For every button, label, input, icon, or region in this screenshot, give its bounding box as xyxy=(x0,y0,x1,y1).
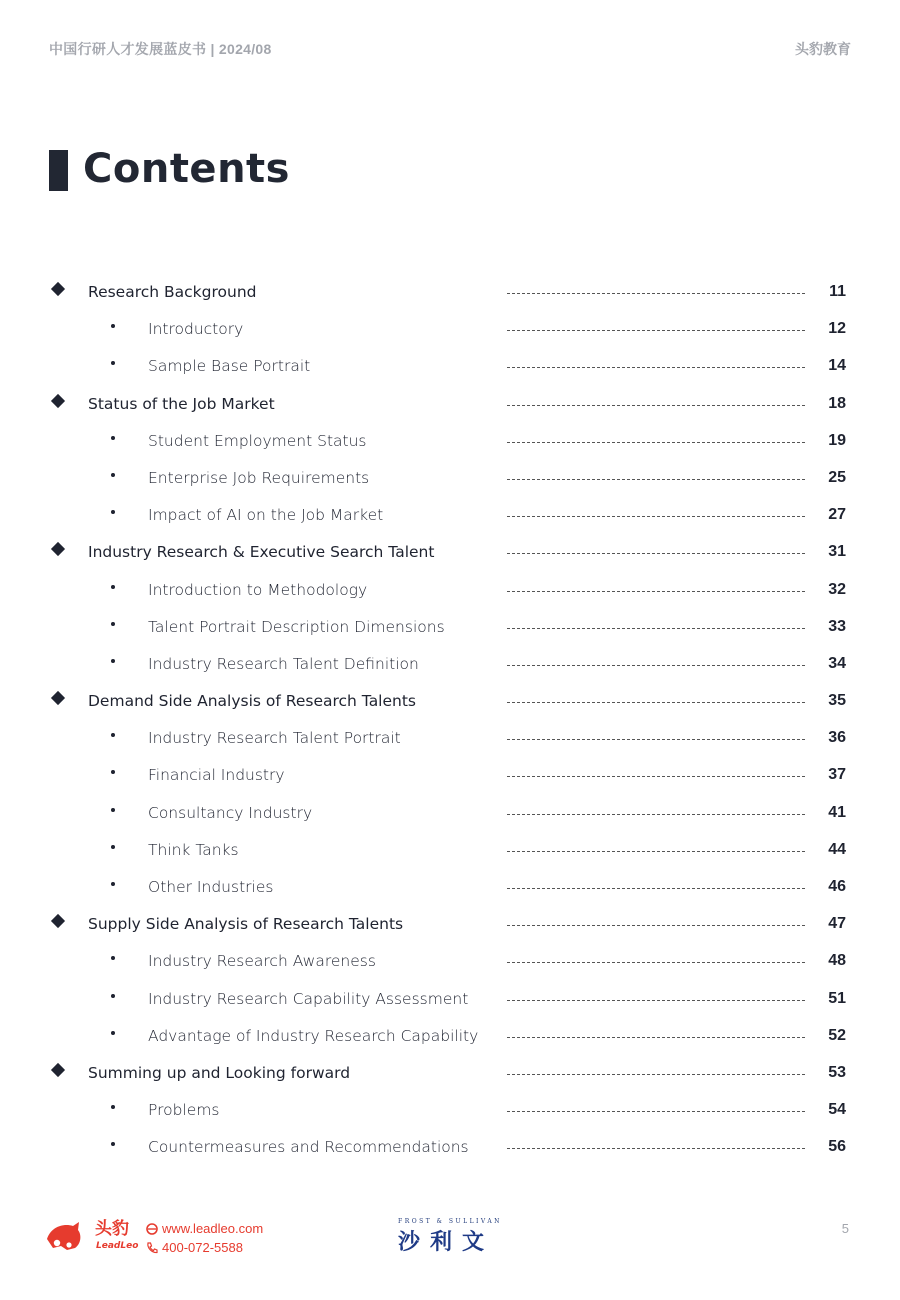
toc-leader-dashes xyxy=(507,1000,805,1001)
dot-bullet-icon xyxy=(111,1031,115,1035)
toc-section-row[interactable] xyxy=(0,905,900,942)
report-title-header: 中国行研人才发展蓝皮书 | 2024/08 xyxy=(49,41,272,57)
toc-subsection-row[interactable] xyxy=(0,831,900,868)
dot-bullet-icon xyxy=(111,473,115,477)
toc-subsection-row[interactable] xyxy=(0,719,900,756)
dot-bullet-icon xyxy=(111,324,115,328)
toc-page-number: 54 xyxy=(828,1101,846,1119)
toc-leader-dashes xyxy=(507,1111,805,1112)
toc-page-number: 19 xyxy=(828,431,846,449)
toc-page-number: 12 xyxy=(828,320,846,338)
diamond-bullet-icon xyxy=(51,691,65,705)
phone-icon xyxy=(146,1242,158,1254)
toc-page-number: 31 xyxy=(828,543,846,561)
toc-leader-dashes xyxy=(507,330,805,331)
title-accent-bar xyxy=(49,150,68,191)
toc-entry-label: Impact of AI on the Job Market xyxy=(148,506,384,525)
toc-leader-dashes xyxy=(507,925,805,926)
dot-bullet-icon xyxy=(111,585,115,589)
toc-leader-dashes xyxy=(507,516,805,517)
brand-en: LeadLeo xyxy=(96,1241,139,1251)
toc-leader-dashes xyxy=(507,367,805,368)
diamond-bullet-icon xyxy=(51,542,65,556)
toc-leader-dashes xyxy=(507,293,805,294)
page-number: 5 xyxy=(841,1221,849,1236)
toc-entry-label: Summing up and Looking forward xyxy=(88,1063,351,1082)
frost-sullivan-logo xyxy=(388,1218,512,1255)
toc-section-row[interactable] xyxy=(0,273,900,310)
toc-section-row[interactable] xyxy=(0,682,900,719)
publisher-header: 头豹教育 xyxy=(795,41,851,57)
toc-subsection-row[interactable] xyxy=(0,1091,900,1128)
toc-entry-label: Industry Research Capability Assessment xyxy=(148,989,469,1008)
toc-entry-label: Enterprise Job Requirements xyxy=(148,468,370,487)
toc-page-number: 48 xyxy=(828,952,846,970)
toc-page-number: 56 xyxy=(828,1138,846,1156)
toc-subsection-row[interactable] xyxy=(0,868,900,905)
toc-page-number: 11 xyxy=(829,283,846,300)
toc-subsection-row[interactable] xyxy=(0,1128,900,1165)
dot-bullet-icon xyxy=(111,622,115,626)
dot-bullet-icon xyxy=(111,1142,115,1146)
diamond-bullet-icon xyxy=(51,1063,65,1077)
toc-leader-dashes xyxy=(507,1037,805,1038)
toc-section-row[interactable] xyxy=(0,385,900,422)
toc-subsection-row[interactable] xyxy=(0,794,900,831)
toc-subsection-row[interactable] xyxy=(0,980,900,1017)
toc-page-number: 44 xyxy=(828,840,846,858)
toc-leader-dashes xyxy=(507,962,805,963)
toc-leader-dashes xyxy=(507,628,805,629)
toc-subsection-row[interactable] xyxy=(0,571,900,608)
dot-bullet-icon xyxy=(111,361,115,365)
dot-bullet-icon xyxy=(111,994,115,998)
toc-leader-dashes xyxy=(507,851,805,852)
toc-page-number: 46 xyxy=(828,878,846,895)
dot-bullet-icon xyxy=(111,956,115,960)
dot-bullet-icon xyxy=(111,808,115,812)
diamond-bullet-icon xyxy=(51,914,65,928)
toc-entry-label: Introduction to Methodology xyxy=(148,580,368,599)
page-title: Contents xyxy=(83,146,290,192)
toc-leader-dashes xyxy=(507,591,805,592)
contact-info xyxy=(146,1219,263,1257)
toc-page-number: 47 xyxy=(828,915,846,933)
toc-leader-dashes xyxy=(507,553,805,554)
toc-entry-label: Countermeasures and Recommendations xyxy=(148,1138,469,1157)
toc-page-number: 33 xyxy=(828,617,846,635)
toc-page-number: 14 xyxy=(828,357,846,375)
toc-page-number: 41 xyxy=(828,803,846,821)
toc-leader-dashes xyxy=(507,479,805,480)
toc-entry-label: Demand Side Analysis of Research Talents xyxy=(88,692,417,711)
toc-entry-label: Status of the Job Market xyxy=(88,394,275,413)
dot-bullet-icon xyxy=(111,733,115,737)
toc-subsection-row[interactable] xyxy=(0,942,900,979)
toc-page-number: 25 xyxy=(828,468,846,486)
toc-leader-dashes xyxy=(507,888,805,889)
dot-bullet-icon xyxy=(111,659,115,663)
toc-leader-dashes xyxy=(507,776,805,777)
leadleo-logo xyxy=(45,1217,145,1257)
toc-page-number: 53 xyxy=(828,1063,846,1081)
toc-subsection-row[interactable] xyxy=(0,756,900,793)
toc-entry-label: Think Tanks xyxy=(148,840,239,859)
toc-subsection-row[interactable] xyxy=(0,347,900,384)
toc-entry-label: Industry Research Talent Definition xyxy=(148,654,419,673)
toc-entry-label: Introductory xyxy=(148,320,244,339)
toc-leader-dashes xyxy=(507,1074,805,1075)
toc-page-number: 32 xyxy=(828,580,846,598)
toc-entry-label: Advantage of Industry Research Capability xyxy=(148,1026,479,1045)
toc-subsection-row[interactable] xyxy=(0,310,900,347)
diamond-bullet-icon xyxy=(51,393,65,407)
toc-page-number: 27 xyxy=(828,506,846,524)
phone-number: 400-072-5588 xyxy=(162,1240,243,1255)
toc-page-number: 18 xyxy=(828,394,846,412)
toc-leader-dashes xyxy=(507,665,805,666)
toc-leader-dashes xyxy=(507,405,805,406)
toc-entry-label: Industry Research Talent Portrait xyxy=(148,729,401,748)
toc-entry-label: Supply Side Analysis of Research Talents xyxy=(88,915,404,934)
toc-page-number: 51 xyxy=(828,989,846,1007)
toc-entry-label: Talent Portrait Description Dimensions xyxy=(148,617,445,636)
toc-entry-label: Problems xyxy=(148,1101,220,1120)
dot-bullet-icon xyxy=(111,882,115,886)
dot-bullet-icon xyxy=(111,845,115,849)
toc-page-number: 35 xyxy=(828,692,846,710)
web-icon xyxy=(146,1223,158,1235)
brand-cn: 头豹 xyxy=(95,1219,129,1239)
toc-entry-label: Consultancy Industry xyxy=(148,803,313,822)
partner-name-cn: 沙利文 xyxy=(398,1230,495,1255)
partner-name-en: FROST & SULLIVAN xyxy=(398,1218,502,1225)
table-of-contents xyxy=(0,273,900,1166)
toc-subsection-row[interactable] xyxy=(0,422,900,459)
dot-bullet-icon xyxy=(111,770,115,774)
toc-section-row[interactable] xyxy=(0,533,900,570)
toc-leader-dashes xyxy=(507,739,805,740)
toc-page-number: 34 xyxy=(828,654,846,672)
toc-subsection-row[interactable] xyxy=(0,645,900,682)
website-link[interactable]: www.leadleo.com xyxy=(162,1221,264,1236)
toc-subsection-row[interactable] xyxy=(0,608,900,645)
toc-entry-label: Student Employment Status xyxy=(148,431,367,450)
diamond-bullet-icon xyxy=(51,282,65,296)
toc-subsection-row[interactable] xyxy=(0,1017,900,1054)
toc-subsection-row[interactable] xyxy=(0,496,900,533)
dot-bullet-icon xyxy=(111,1105,115,1109)
toc-section-row[interactable] xyxy=(0,1054,900,1091)
toc-subsection-row[interactable] xyxy=(0,459,900,496)
dot-bullet-icon xyxy=(111,436,115,440)
toc-page-number: 52 xyxy=(828,1026,846,1044)
toc-entry-label: Industry Research Awareness xyxy=(148,952,376,971)
toc-entry-label: Financial Industry xyxy=(148,766,285,785)
toc-leader-dashes xyxy=(507,814,805,815)
toc-page-number: 36 xyxy=(828,729,846,747)
toc-leader-dashes xyxy=(507,442,805,443)
toc-leader-dashes xyxy=(507,702,805,703)
dot-bullet-icon xyxy=(111,510,115,514)
toc-leader-dashes xyxy=(507,1148,805,1149)
toc-page-number: 37 xyxy=(828,766,846,784)
toc-entry-label: Research Background xyxy=(88,283,257,301)
toc-entry-label: Industry Research & Executive Search Talent xyxy=(88,543,435,562)
toc-entry-label: Sample Base Portrait xyxy=(148,357,311,376)
toc-entry-label: Other Industries xyxy=(148,878,274,896)
